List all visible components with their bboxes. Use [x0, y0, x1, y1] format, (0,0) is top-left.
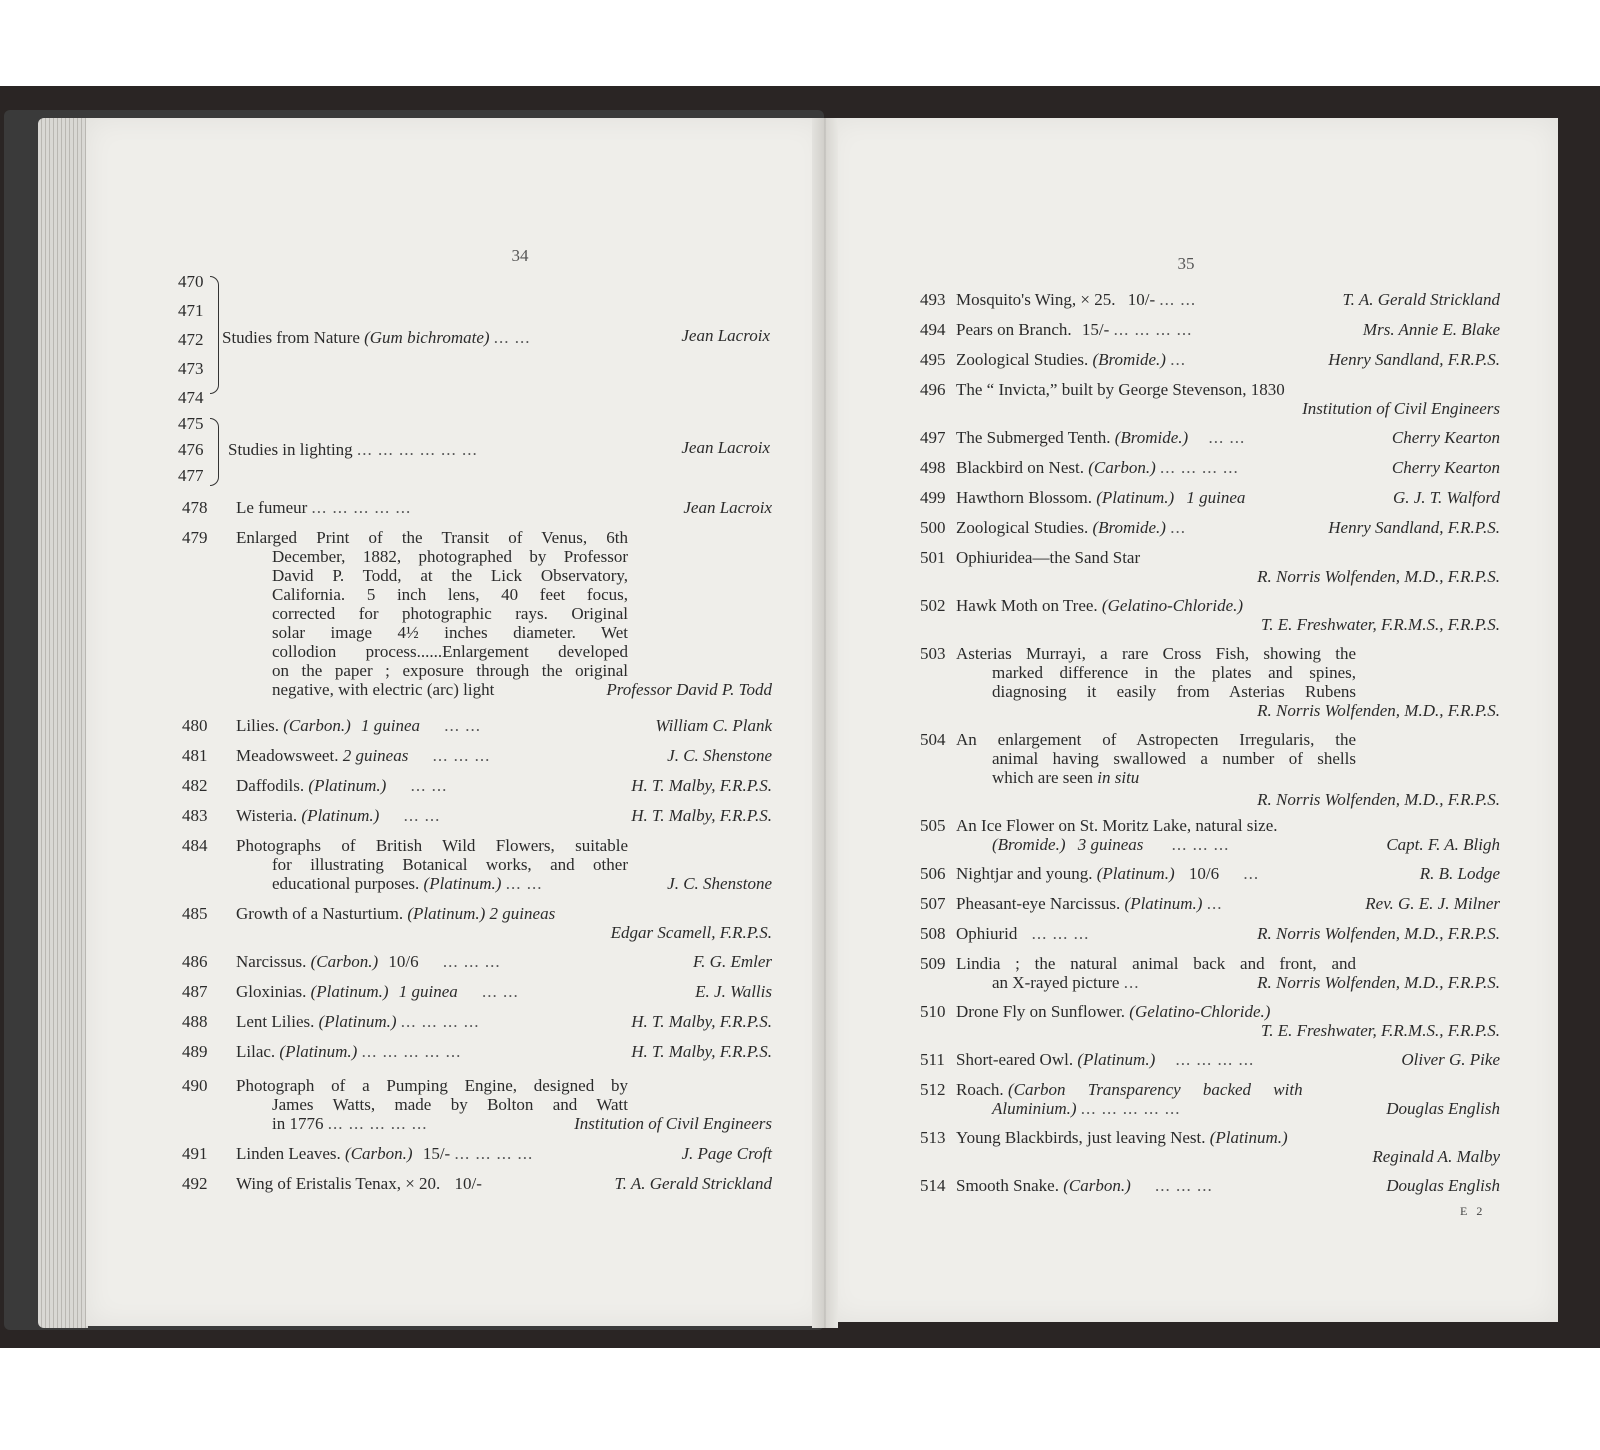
entry-text-line: in 1776: [272, 1114, 324, 1133]
entry-process: (Platinum.): [310, 982, 389, 1001]
curly-brace: [210, 418, 219, 486]
entry-title: Meadowsweet.: [236, 746, 339, 765]
entry-title: Le fumeur: [236, 498, 308, 517]
entry-title: Wing of Eristalis Tenax, × 20.: [236, 1174, 441, 1193]
entry-509: [920, 954, 1500, 994]
entry-text-line: negative, with electric (arc) light: [272, 680, 495, 699]
entry-number: 510: [920, 1002, 946, 1021]
entry-title: Gloxinias.: [236, 982, 307, 1001]
entry-process: (Platinum.): [407, 904, 486, 923]
leader-dots: ...: [1243, 864, 1260, 883]
entry-author: Douglas English: [1386, 1099, 1500, 1118]
entry-author: T. E. Freshwater, F.R.M.S., F.R.P.S.: [1261, 615, 1500, 634]
entry-text-line: December, 1882, photographed by Professor: [272, 547, 628, 566]
entry-text-line: on the paper ; exposure through the original: [272, 661, 628, 680]
entry-number: 498: [920, 458, 946, 477]
entry-title: Smooth Snake.: [956, 1176, 1059, 1195]
entry-author: H. T. Malby, F.R.P.S.: [631, 806, 772, 825]
entry-title: Nightjar and young.: [956, 864, 1093, 883]
entry-author: Professor David P. Todd: [606, 680, 772, 699]
leader-dots: ... ... ... ... ...: [327, 1114, 428, 1133]
entry-502: [920, 596, 1500, 636]
entry-text-line: Photographs of British Wild Flowers, suitable: [236, 836, 628, 855]
entry-text-line: James Watts, made by Bolton and Watt: [272, 1095, 628, 1114]
entry-503: [920, 644, 1500, 722]
entry-513: [920, 1128, 1500, 1168]
leader-dots: ...: [1206, 894, 1223, 913]
entry-number: 478: [182, 498, 208, 517]
leader-dots: ... ...: [1159, 290, 1197, 309]
leader-dots: ... ... ... ...: [1113, 320, 1193, 339]
entry-title: Zoological Studies.: [956, 350, 1089, 369]
entry-number: 504: [920, 730, 946, 749]
entry-process: (Carbon Transparency backed with: [1007, 1080, 1303, 1099]
entry-title: Wisteria.: [236, 806, 298, 825]
entry-author: Institution of Civil Engineers: [574, 1114, 772, 1133]
leader-dots: ... ... ...: [442, 952, 501, 971]
entry-text-line: collodion process......Enlargement developed: [272, 642, 628, 661]
entry-number: 481: [182, 746, 208, 765]
entry-price: 3 guineas: [1077, 835, 1144, 854]
entry-title: Roach.: [956, 1080, 1004, 1099]
entry-process: (Platinum.): [1077, 1050, 1156, 1069]
entry-number: 477: [178, 466, 204, 485]
page-edges: [38, 118, 88, 1328]
entry-number: 487: [182, 982, 208, 1001]
signature-mark: E 2: [1460, 1204, 1486, 1218]
entry-process: (Bromide.): [1092, 350, 1166, 369]
leader-dots: ... ... ... ...: [400, 1012, 480, 1031]
entry-number: 483: [182, 806, 208, 825]
entry-author: G. J. T. Walford: [1392, 488, 1500, 507]
entry-title: Mosquito's Wing, × 25.: [956, 290, 1116, 309]
leader-dots: ... ...: [444, 716, 482, 735]
entry-author: H. T. Malby, F.R.P.S.: [631, 1042, 772, 1061]
entry-process: (Carbon.): [310, 952, 379, 971]
entry-author: Reginald A. Malby: [1372, 1147, 1500, 1166]
leader-dots: ...: [1123, 973, 1140, 992]
entry-process: (Bromide.): [992, 835, 1066, 854]
entry-number: 505: [920, 816, 946, 835]
entry-text-line: animal having swallowed a number of shells: [992, 749, 1356, 768]
entry-price: 10/-: [454, 1174, 482, 1193]
entry-title: Zoological Studies.: [956, 518, 1089, 537]
entry-process: (Platinum.): [308, 776, 387, 795]
entry-title: The “ Invicta,” built by George Stevenson, 1830: [956, 380, 1285, 399]
entry-number: 500: [920, 518, 946, 537]
entry-number: 485: [182, 904, 208, 923]
entry-author: William C. Plank: [655, 716, 772, 735]
entry-number: 501: [920, 548, 946, 567]
entry-number: 513: [920, 1128, 946, 1147]
entry-number: 506: [920, 864, 946, 883]
entry-process: (Bromide.): [1092, 518, 1166, 537]
entry-number: 473: [178, 359, 204, 378]
entry-author: Edgar Scamell, F.R.P.S.: [610, 923, 772, 942]
entry-number: 490: [182, 1076, 208, 1095]
entry-price: 10/6: [1188, 864, 1220, 883]
entry-text-line: An enlargement of Astropecten Irregularis, the: [956, 730, 1356, 749]
entry-author: H. T. Malby, F.R.P.S.: [631, 776, 772, 795]
entry-process: (Platinum.): [301, 806, 380, 825]
entry-number: 479: [182, 528, 208, 547]
entry-number: 482: [182, 776, 208, 795]
entry-author: R. Norris Wolfenden, M.D., F.R.P.S.: [1257, 924, 1500, 943]
entry-author: T. A. Gerald Strickland: [614, 1174, 772, 1193]
entry-author: E. J. Wallis: [695, 982, 772, 1001]
entry-process: (Carbon.): [1063, 1176, 1131, 1195]
leader-dots: ... ... ... ... ...: [311, 498, 412, 517]
bracket-entry-470-474: [178, 272, 848, 407]
entry-number: 503: [920, 644, 946, 663]
entry-author: Mrs. Annie E. Blake: [1362, 320, 1500, 339]
entry-process: (Gelatino-Chloride.): [1101, 596, 1244, 615]
entry-author: R. Norris Wolfenden, M.D., F.R.P.S.: [1257, 790, 1500, 809]
entry-author: Oliver G. Pike: [1401, 1050, 1500, 1069]
curly-brace: [210, 276, 219, 394]
entry-496: [920, 380, 1500, 420]
entry-number: 471: [178, 301, 204, 320]
entry-author: Cherry Kearton: [1391, 458, 1500, 477]
entry-process: (Gum bichromate): [364, 328, 490, 347]
entry-number: 486: [182, 952, 208, 971]
entry-number: 507: [920, 894, 946, 913]
entry-title: Short-eared Owl.: [956, 1050, 1074, 1069]
leader-dots: ...: [1170, 350, 1186, 369]
entry-title: Studies from Nature: [222, 328, 360, 347]
entry-process: Aluminium.): [992, 1099, 1077, 1118]
entry-490: [182, 1076, 772, 1136]
entry-author: Jean Lacroix: [681, 326, 770, 345]
entry-title: Narcissus.: [236, 952, 307, 971]
entry-title: Hawthorn Blossom.: [956, 488, 1092, 507]
entry-title: Pears on Branch.: [956, 320, 1072, 339]
entry-author: Capt. F. A. Bligh: [1386, 835, 1500, 854]
entry-479: [182, 528, 772, 708]
entry-number: 511: [920, 1050, 945, 1069]
entry-author: H. T. Malby, F.R.P.S.: [631, 1012, 772, 1031]
leader-dots: ... ... ...: [1171, 835, 1230, 854]
entry-505: [920, 816, 1500, 856]
entry-process: (Platinum.): [318, 1012, 397, 1031]
entry-484: [182, 836, 772, 896]
entry-author: Douglas English: [1386, 1176, 1500, 1195]
entry-number: 480: [182, 716, 208, 735]
entry-author: Jean Lacroix: [683, 498, 772, 517]
entry-title: Lilies.: [236, 716, 279, 735]
entry-504: [920, 730, 1500, 810]
entry-number: 508: [920, 924, 946, 943]
entry-number: 502: [920, 596, 946, 615]
entry-title: Daffodils.: [236, 776, 305, 795]
entry-author: J. C. Shenstone: [667, 874, 772, 893]
entry-text-line: David P. Todd, at the Lick Observatory,: [272, 566, 628, 585]
entry-price: 1 guinea: [398, 982, 458, 1001]
leader-dots: ... ...: [482, 982, 519, 1001]
entry-title: Lilac.: [236, 1042, 276, 1061]
leader-dots: ... ... ... ... ...: [1080, 1099, 1181, 1118]
entry-italic-tail: in situ: [1097, 768, 1140, 787]
entry-price: 15/-: [422, 1144, 451, 1163]
entry-number: 470: [178, 272, 204, 291]
entry-author: F. G. Emler: [692, 952, 772, 971]
entry-number: 475: [178, 414, 204, 433]
entry-title: Ophiurid: [956, 924, 1018, 943]
entry-number: 495: [920, 350, 946, 369]
entry-501: [920, 548, 1500, 588]
leader-dots: ... ... ...: [1031, 924, 1090, 943]
leader-dots: ... ...: [403, 806, 441, 825]
entry-process: (Bromide.): [1114, 428, 1189, 447]
entry-price: 10/-: [1127, 290, 1156, 309]
entry-text-line: for illustrating Botanical works, and other: [272, 855, 628, 874]
entry-price: 2 guineas: [489, 904, 556, 923]
leader-dots: ... ... ... ...: [1175, 1050, 1255, 1069]
entry-title: Drone Fly on Sunflower.: [956, 1002, 1126, 1021]
left-page: [86, 118, 826, 1326]
page-number: 35: [1177, 254, 1195, 273]
entry-text-line: marked difference in the plates and spines,: [992, 663, 1356, 682]
entry-number: 489: [182, 1042, 208, 1061]
leader-dots: ... ... ...: [432, 746, 491, 765]
entry-process: (Platinum.): [1124, 894, 1203, 913]
entry-number: 496: [920, 380, 946, 399]
entry-author: J. Page Croft: [681, 1144, 772, 1163]
entry-process: (Carbon.): [283, 716, 351, 735]
entry-text-line: solar image 4½ inches diameter. Wet: [272, 623, 628, 642]
entry-text-line: diagnosing it easily from Asterias Rubens: [992, 682, 1356, 701]
entry-process: (Carbon.): [1088, 458, 1156, 477]
entry-author: T. A. Gerald Strickland: [1342, 290, 1500, 309]
entry-text-line: Enlarged Print of the Transit of Venus, 6th: [236, 528, 628, 547]
leader-dots: ... ... ... ...: [454, 1144, 534, 1163]
entry-text-line: an X-rayed picture: [992, 973, 1120, 992]
entry-number: 514: [920, 1176, 946, 1195]
entry-process: (Carbon.): [345, 1144, 413, 1163]
entry-text-line: Asterias Murrayi, a rare Cross Fish, showing the: [956, 644, 1356, 663]
entry-number: 512: [920, 1080, 946, 1099]
entry-author: T. E. Freshwater, F.R.M.S., F.R.P.S.: [1261, 1021, 1500, 1040]
entry-number: 491: [182, 1144, 208, 1163]
leader-dots: ... ...: [505, 874, 543, 893]
leader-dots: ... ...: [1208, 428, 1246, 447]
entry-number: 474: [178, 388, 204, 407]
entry-author: Institution of Civil Engineers: [1302, 399, 1500, 418]
entry-process: (Platinum.): [279, 1042, 358, 1061]
leader-dots: ...: [1170, 518, 1186, 537]
entry-number: 509: [920, 954, 946, 973]
entry-author: Henry Sandland, F.R.P.S.: [1328, 350, 1500, 369]
entry-process: (Platinum.): [1096, 488, 1175, 507]
entry-title: Young Blackbirds, just leaving Nest.: [956, 1128, 1206, 1147]
entry-number: 472: [178, 330, 204, 349]
entry-author: R. Norris Wolfenden, M.D., F.R.P.S.: [1257, 567, 1500, 586]
entry-title: Pheasant-eye Narcissus.: [956, 894, 1121, 913]
entry-title: Lent Lilies.: [236, 1012, 315, 1031]
entry-text-line: corrected for photographic rays. Original: [272, 604, 628, 623]
entry-text-line: Lindia ; the natural animal back and front, and: [956, 954, 1356, 973]
entry-title: Growth of a Nasturtium.: [236, 904, 404, 923]
entry-text-line: Photograph of a Pumping Engine, designed by: [236, 1076, 628, 1095]
leader-dots: ... ...: [410, 776, 448, 795]
entry-510: [920, 1002, 1500, 1042]
entry-price: 2 guineas: [342, 746, 409, 765]
entry-author: R. Norris Wolfenden, M.D., F.R.P.S.: [1257, 973, 1500, 992]
entry-number: 492: [182, 1174, 208, 1193]
entry-text-line: which are seen: [992, 768, 1094, 787]
entry-author: Henry Sandland, F.R.P.S.: [1328, 518, 1500, 537]
entry-title: Ophiuridea—the Sand Star: [956, 548, 1141, 567]
entry-number: 493: [920, 290, 946, 309]
entry-title: Blackbird on Nest.: [956, 458, 1084, 477]
entry-number: 494: [920, 320, 946, 339]
entry-title: The Submerged Tenth.: [956, 428, 1111, 447]
entry-number: 499: [920, 488, 946, 507]
entry-author: R. Norris Wolfenden, M.D., F.R.P.S.: [1257, 701, 1500, 720]
entry-process: (Gelatino-Chloride.): [1129, 1002, 1271, 1021]
entry-number: 488: [182, 1012, 208, 1031]
entry-number: 484: [182, 836, 208, 855]
leader-dots: ... ... ... ... ... ...: [356, 440, 478, 459]
entry-process: (Platinum.): [1209, 1128, 1288, 1147]
entry-process: (Platinum.): [1096, 864, 1175, 883]
leader-dots: ... ...: [493, 328, 531, 347]
entry-author: Rev. G. E. J. Milner: [1365, 894, 1500, 913]
entry-price: 10/6: [388, 952, 419, 971]
entry-485: [182, 904, 772, 944]
leader-dots: ... ... ... ... ...: [361, 1042, 462, 1061]
bracket-entry-475-477: [178, 414, 848, 494]
entry-price: 15/-: [1081, 320, 1110, 339]
right-page: [828, 118, 1558, 1322]
entry-price: 1 guinea: [1186, 488, 1246, 507]
entry-512: [920, 1080, 1500, 1120]
entry-author: Cherry Kearton: [1391, 428, 1500, 447]
leader-dots: ... ... ... ...: [1159, 458, 1239, 477]
entry-number: 476: [178, 440, 204, 459]
page-number: 34: [511, 246, 529, 265]
book-gutter: [812, 118, 838, 1328]
entry-title: Hawk Moth on Tree.: [956, 596, 1098, 615]
entry-author: Jean Lacroix: [681, 438, 770, 457]
entry-title: An Ice Flower on St. Moritz Lake, natural size.: [956, 816, 1278, 835]
entry-author: J. C. Shenstone: [667, 746, 772, 765]
entry-process: (Platinum.): [423, 874, 502, 893]
entry-text-line: educational purposes.: [272, 874, 420, 893]
entry-number: 497: [920, 428, 946, 447]
entry-text-line: California. 5 inch lens, 40 feet focus,: [272, 585, 628, 604]
leader-dots: ... ... ...: [1154, 1176, 1213, 1195]
entry-author: R. B. Lodge: [1419, 864, 1500, 883]
entry-title: Studies in lighting: [228, 440, 353, 459]
entry-title: Linden Leaves.: [236, 1144, 341, 1163]
entry-price: 1 guinea: [361, 716, 421, 735]
